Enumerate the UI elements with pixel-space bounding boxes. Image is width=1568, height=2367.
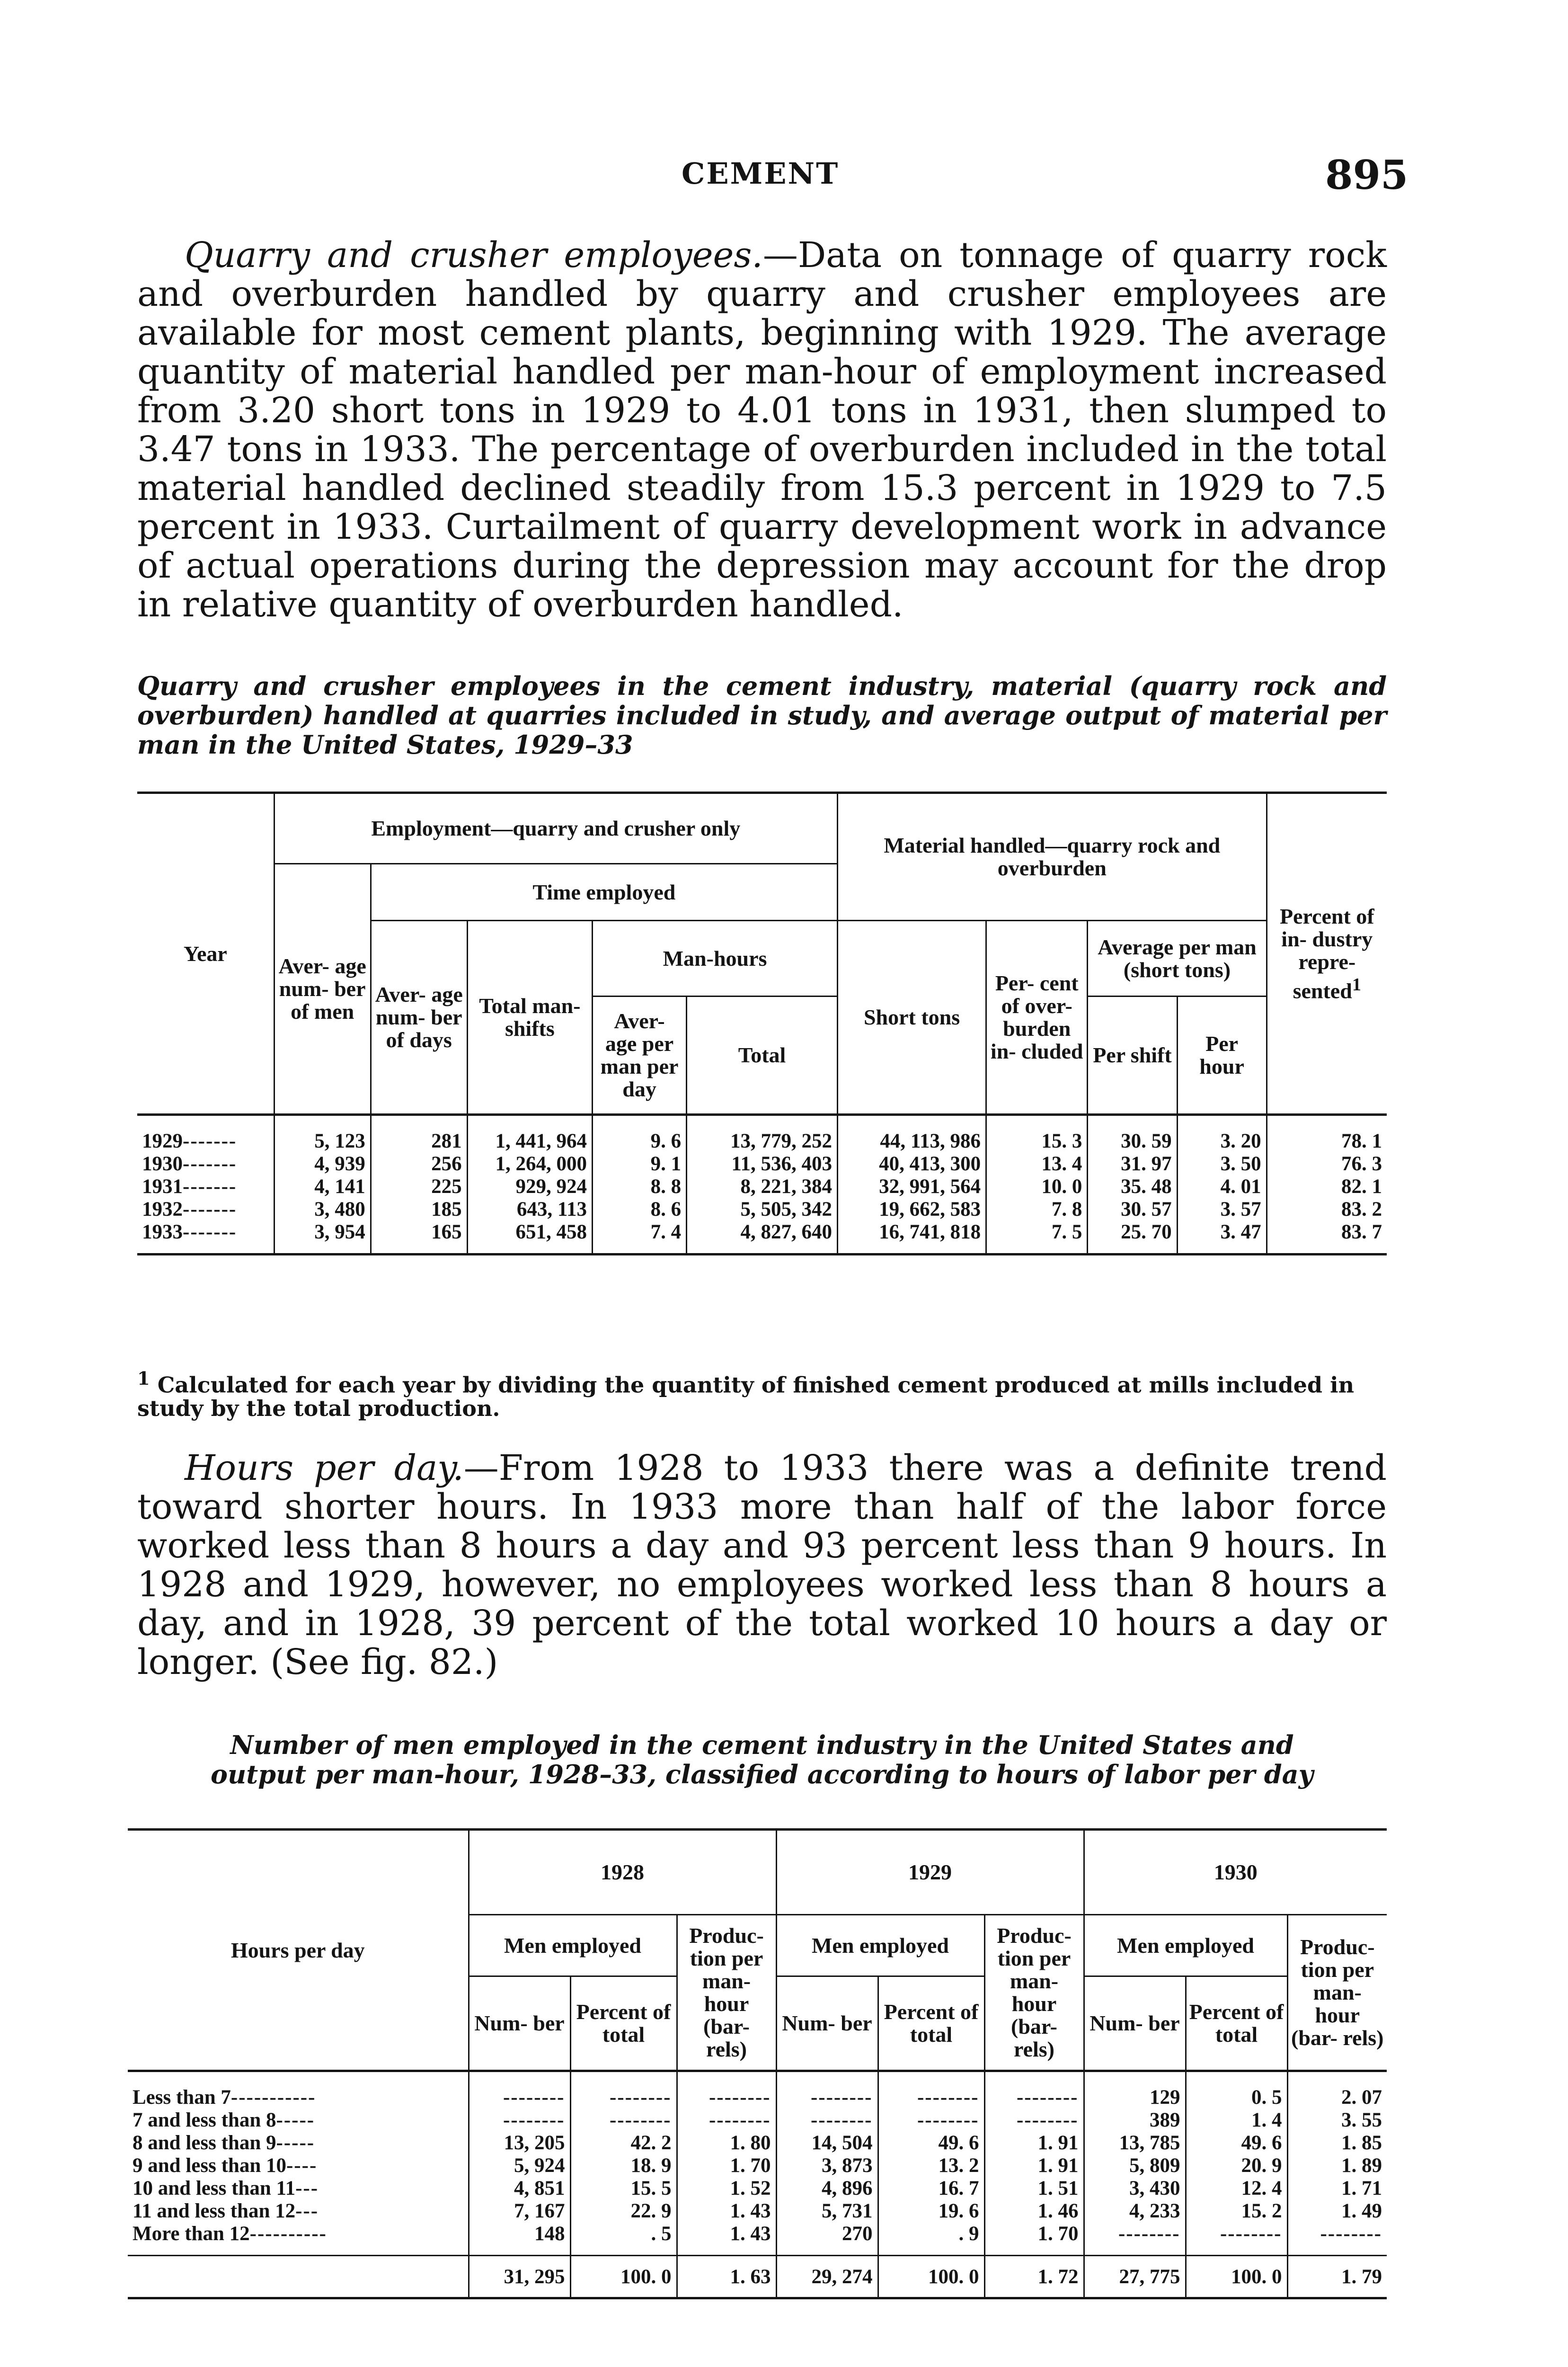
hours-per-day-table: [128, 1828, 1387, 2299]
cell-1928-number: --------: [469, 2109, 570, 2132]
cell-1930-production: 1. 89: [1287, 2154, 1387, 2177]
cell-avg-days: 225: [371, 1175, 467, 1198]
footnote-mark: 1: [137, 1368, 150, 1389]
cell-man-hours-total: 13, 779, 252: [687, 1115, 838, 1153]
table-row: [128, 2223, 1387, 2256]
footnote-text: Calculated for each year by dividing the quantity of finished cement produced at mills included in study by the total production.: [137, 1372, 1355, 1422]
cell-1928-percent: --------: [570, 2109, 677, 2132]
page-number: 895: [1325, 151, 1409, 198]
cell-short-tons: 16, 741, 818: [838, 1221, 986, 1255]
header-number: Num- ber: [469, 1976, 570, 2071]
table-row: [137, 1115, 1387, 1153]
cell-per-shift: 25. 70: [1088, 1221, 1177, 1255]
cell-1930-production: 1. 49: [1287, 2200, 1387, 2223]
cell-man-hours-total: 11, 536, 403: [687, 1153, 838, 1175]
cell-percent-industry: 78. 1: [1267, 1115, 1387, 1153]
quarry-employees-table: [137, 792, 1387, 1255]
cell-per-hour: 3. 47: [1177, 1221, 1267, 1255]
cell-percent-overburden: 13. 4: [986, 1153, 1088, 1175]
header-short-tons: Short tons: [838, 921, 986, 1115]
header-avg-days: Aver- age num- ber of days: [371, 921, 467, 1115]
paragraph-body: —From 1928 to 1933 there was a definite trend toward shorter hours. In 1933 more than half of the labor force worked less than 8 hours a day and 93 percent less than 9 hours. In 1928 and 1929, however, no employees worked less than 8 hours a day, and in 1928, 39 percent of the total worked 10 hours a day or longer. (See fig. 82.): [137, 1448, 1387, 1682]
cell-1929-production: 1. 91: [984, 2154, 1084, 2177]
hours-label: More than 12----------: [133, 2223, 327, 2245]
cell-total-shifts: 929, 924: [467, 1175, 592, 1198]
cell-1929-number: 270: [776, 2223, 878, 2256]
cell-percent-overburden: 10. 0: [986, 1175, 1088, 1198]
total-cell-1930-percent: 100. 0: [1186, 2256, 1287, 2298]
header-men-employed: Men employed: [469, 1915, 677, 1976]
cell-avg-men: 4, 939: [274, 1153, 371, 1175]
cell-1928-number: 4, 851: [469, 2177, 570, 2200]
header-men-employed: Men employed: [776, 1915, 984, 1976]
cell-1930-production: --------: [1287, 2223, 1387, 2256]
header-year-1929: 1929: [776, 1830, 1084, 1915]
cell-avg-men: 3, 954: [274, 1221, 371, 1255]
cell-1928-production: --------: [677, 2109, 776, 2132]
header-number: Num- ber: [776, 1976, 878, 2071]
cell-percent-overburden: 15. 3: [986, 1115, 1088, 1153]
header-man-hours-total: Total: [687, 997, 838, 1115]
cell-per-hour: 3. 50: [1177, 1153, 1267, 1175]
cell-1928-number: 13, 205: [469, 2132, 570, 2154]
cell-total-shifts: 1, 264, 000: [467, 1153, 592, 1175]
cell-1930-percent: --------: [1186, 2223, 1287, 2256]
cell-1930-percent: 0. 5: [1186, 2071, 1287, 2109]
table-row: [128, 2071, 1387, 2109]
hours-table-body: [128, 2071, 1387, 2298]
table-row: [137, 1175, 1387, 1198]
paragraph-hours-per-day: [137, 1449, 1387, 1682]
cell-1929-production: 1. 70: [984, 2223, 1084, 2256]
total-cell-1930-number: 27, 775: [1084, 2256, 1186, 2298]
cell-total-shifts: 1, 441, 964: [467, 1115, 592, 1153]
cell-1928-percent: --------: [570, 2071, 677, 2109]
table1-caption: Quarry and crusher employees in the cement industry, material (quarry rock and overburden) handled at quarries included in study, and average output of material per man in the United States, 1929–33: [137, 671, 1387, 760]
cell-percent-overburden: 7. 5: [986, 1221, 1088, 1255]
cell-1930-number: 5, 809: [1084, 2154, 1186, 2177]
header-material-group: Material handled—quarry rock and overburden: [838, 793, 1267, 921]
header-percent: Percent of total: [1186, 1976, 1287, 2071]
cell-1928-production: 1. 43: [677, 2200, 776, 2223]
header-percent-overburden: Per- cent of over- burden in- cluded: [986, 921, 1088, 1115]
cell-short-tons: 44, 113, 986: [838, 1115, 986, 1153]
header-avg-per-man-day: Aver- age per man per day: [593, 997, 687, 1115]
cell-percent-industry: 76. 3: [1267, 1153, 1387, 1175]
cell-1929-number: 4, 896: [776, 2177, 878, 2200]
cell-1930-number: 13, 785: [1084, 2132, 1186, 2154]
cell-total-shifts: 643, 113: [467, 1198, 592, 1221]
cell-1929-number: --------: [776, 2109, 878, 2132]
paragraph-lead: Hours per day.: [185, 1448, 464, 1488]
header-man-hours: Man-hours: [593, 921, 838, 997]
cell-percent-industry: 83. 2: [1267, 1198, 1387, 1221]
cell-percent-industry: 82. 1: [1267, 1175, 1387, 1198]
header-employment-group: Employment—quarry and crusher only: [274, 793, 837, 864]
cell-avg-per-man-day: 8. 6: [593, 1198, 687, 1221]
table-row: [128, 2200, 1387, 2223]
cell-1930-number: 129: [1084, 2071, 1186, 2109]
header-percent: Percent of total: [878, 1976, 984, 2071]
header-year: Year: [137, 793, 274, 1115]
cell-1929-production: 1. 91: [984, 2132, 1084, 2154]
hours-label: 8 and less than 9-----: [133, 2132, 315, 2154]
cell-1929-percent: 13. 2: [878, 2154, 984, 2177]
cell-short-tons: 40, 413, 300: [838, 1153, 986, 1175]
cell-1929-percent: 16. 7: [878, 2177, 984, 2200]
table-row: [128, 2177, 1387, 2200]
total-cell-1928-number: 31, 295: [469, 2256, 570, 2298]
cell-1929-production: 1. 51: [984, 2177, 1084, 2200]
paragraph-quarry-employees: [137, 236, 1387, 624]
header-men-employed: Men employed: [1084, 1915, 1287, 1976]
hours-label: 9 and less than 10----: [133, 2154, 318, 2177]
cell-avg-men: 5, 123: [274, 1115, 371, 1153]
cell-1930-percent: 20. 9: [1186, 2154, 1287, 2177]
year-cell: 1930-------: [142, 1153, 237, 1175]
header-production: Produc- tion per man- hour (bar- rels): [1287, 1915, 1387, 2071]
cell-1930-production: 3. 55: [1287, 2109, 1387, 2132]
header-production: Produc- tion per man- hour (bar- rels): [984, 1915, 1084, 2071]
cell-avg-days: 281: [371, 1115, 467, 1153]
cell-1930-production: 1. 71: [1287, 2177, 1387, 2200]
cell-1928-number: 7, 167: [469, 2200, 570, 2223]
footnote-ref: 1: [1352, 974, 1361, 995]
cell-avg-men: 4, 141: [274, 1175, 371, 1198]
cell-1930-number: --------: [1084, 2223, 1186, 2256]
cell-1929-percent: . 9: [878, 2223, 984, 2256]
total-cell-1929-production: 1. 72: [984, 2256, 1084, 2298]
header-percent-industry-label: Percent of in- dustry repre- sented: [1279, 904, 1374, 1003]
cell-per-shift: 31. 97: [1088, 1153, 1177, 1175]
header-production: Produc- tion per man- hour (bar- rels): [677, 1915, 776, 2071]
cell-1930-production: 1. 85: [1287, 2132, 1387, 2154]
table-row: [137, 1198, 1387, 1221]
cell-per-shift: 35. 48: [1088, 1175, 1177, 1198]
cell-1929-percent: 19. 6: [878, 2200, 984, 2223]
cell-man-hours-total: 5, 505, 342: [687, 1198, 838, 1221]
cell-1928-production: 1. 43: [677, 2223, 776, 2256]
cell-avg-per-man-day: 9. 6: [593, 1115, 687, 1153]
table2-caption: Number of men employed in the cement industry in the United States and output per man-hour, 1928–33, classified according to hours of labor per day: [210, 1730, 1314, 1789]
cell-1930-number: 3, 430: [1084, 2177, 1186, 2200]
cell-1929-percent: --------: [878, 2071, 984, 2109]
table-row: [128, 2109, 1387, 2132]
header-avg-men: Aver- age num- ber of men: [274, 864, 371, 1115]
cell-man-hours-total: 4, 827, 640: [687, 1221, 838, 1255]
cell-short-tons: 19, 662, 583: [838, 1198, 986, 1221]
cell-1929-number: 5, 731: [776, 2200, 878, 2223]
cell-1930-percent: 49. 6: [1186, 2132, 1287, 2154]
hours-label: 7 and less than 8-----: [133, 2109, 315, 2131]
cell-1928-number: --------: [469, 2071, 570, 2109]
cell-1928-production: 1. 52: [677, 2177, 776, 2200]
cell-1929-percent: --------: [878, 2109, 984, 2132]
total-cell-1928-production: 1. 63: [677, 2256, 776, 2298]
header-percent: Percent of total: [570, 1976, 677, 2071]
table1-footnote: [137, 1367, 1387, 1420]
cell-avg-days: 256: [371, 1153, 467, 1175]
hours-label: 11 and less than 12---: [133, 2200, 319, 2222]
cell-1928-percent: . 5: [570, 2223, 677, 2256]
year-cell: 1932-------: [142, 1198, 237, 1220]
cell-avg-per-man-day: 8. 8: [593, 1175, 687, 1198]
cell-1928-percent: 18. 9: [570, 2154, 677, 2177]
cell-1928-production: --------: [677, 2071, 776, 2109]
cell-1930-percent: 12. 4: [1186, 2177, 1287, 2200]
table-row: [137, 1221, 1387, 1255]
hours-label: 10 and less than 11---: [133, 2177, 319, 2199]
cell-1929-number: --------: [776, 2071, 878, 2109]
cell-per-shift: 30. 57: [1088, 1198, 1177, 1221]
cell-1930-percent: 15. 2: [1186, 2200, 1287, 2223]
table-row: [128, 2154, 1387, 2177]
cell-1929-number: 14, 504: [776, 2132, 878, 2154]
year-cell: 1931-------: [142, 1175, 237, 1198]
cell-1928-number: 5, 924: [469, 2154, 570, 2177]
cell-1928-percent: 42. 2: [570, 2132, 677, 2154]
cell-1928-number: 148: [469, 2223, 570, 2256]
paragraph-body: —Data on tonnage of quarry rock and overburden handled by quarry and crusher employees are available for most cement plants, beginning with 1929. The average quantity of material handled per man-hour of employment increased from 3.20 short tons in 1929 to 4.01 tons in 1931, then slumped to 3.47 tons in 1933. The percentage of overburden included in the total material handled declined steadily from 15.3 percent in 1929 to 7.5 percent in 1933. Curtailment of quarry development work in advance of actual operations during the depression may account for the drop in relative quantity of overburden handled.: [137, 235, 1387, 625]
table-row: [128, 2132, 1387, 2154]
cell-avg-men: 3, 480: [274, 1198, 371, 1221]
header-avg-per-man: Average per man (short tons): [1088, 921, 1267, 997]
totals-label: [128, 2256, 469, 2298]
cell-1929-production: --------: [984, 2071, 1084, 2109]
cell-1929-production: --------: [984, 2109, 1084, 2132]
total-cell-1930-production: 1. 79: [1287, 2256, 1387, 2298]
header-time-employed: Time employed: [371, 864, 837, 921]
cell-avg-days: 165: [371, 1221, 467, 1255]
paragraph-lead: Quarry and crusher employees.: [185, 235, 763, 276]
running-head: CEMENT: [682, 156, 840, 191]
cell-percent-industry: 83. 7: [1267, 1221, 1387, 1255]
hours-label: Less than 7-----------: [133, 2086, 316, 2109]
cell-per-hour: 3. 20: [1177, 1115, 1267, 1153]
cell-man-hours-total: 8, 221, 384: [687, 1175, 838, 1198]
cell-1929-production: 1. 46: [984, 2200, 1084, 2223]
total-cell-1929-percent: 100. 0: [878, 2256, 984, 2298]
table-row: [137, 1153, 1387, 1175]
totals-row: [128, 2256, 1387, 2298]
header-number: Num- ber: [1084, 1976, 1186, 2071]
year-cell: 1929-------: [142, 1130, 237, 1152]
cell-1928-percent: 22. 9: [570, 2200, 677, 2223]
header-total-shifts: Total man- shifts: [467, 921, 592, 1115]
cell-1929-number: 3, 873: [776, 2154, 878, 2177]
cell-per-hour: 4. 01: [1177, 1175, 1267, 1198]
cell-1930-production: 2. 07: [1287, 2071, 1387, 2109]
cell-1928-percent: 15. 5: [570, 2177, 677, 2200]
cell-short-tons: 32, 991, 564: [838, 1175, 986, 1198]
header-year-1928: 1928: [469, 1830, 776, 1915]
cell-avg-days: 185: [371, 1198, 467, 1221]
cell-avg-per-man-day: 7. 4: [593, 1221, 687, 1255]
cell-per-hour: 3. 57: [1177, 1198, 1267, 1221]
cell-percent-overburden: 7. 8: [986, 1198, 1088, 1221]
cell-1928-production: 1. 70: [677, 2154, 776, 2177]
cell-total-shifts: 651, 458: [467, 1221, 592, 1255]
header-per-hour: Per hour: [1177, 997, 1267, 1115]
cell-per-shift: 30. 59: [1088, 1115, 1177, 1153]
cell-avg-per-man-day: 9. 1: [593, 1153, 687, 1175]
header-year-1930: 1930: [1084, 1830, 1387, 1915]
total-cell-1929-number: 29, 274: [776, 2256, 878, 2298]
cell-1930-percent: 1. 4: [1186, 2109, 1287, 2132]
cell-1930-number: 4, 233: [1084, 2200, 1186, 2223]
total-cell-1928-percent: 100. 0: [570, 2256, 677, 2298]
cell-1930-number: 389: [1084, 2109, 1186, 2132]
header-per-shift: Per shift: [1088, 997, 1177, 1115]
header-hours-per-day: Hours per day: [128, 1830, 469, 2071]
cell-1929-percent: 49. 6: [878, 2132, 984, 2154]
cell-1928-production: 1. 80: [677, 2132, 776, 2154]
header-percent-industry: [1267, 793, 1387, 1115]
year-cell: 1933-------: [142, 1221, 237, 1243]
